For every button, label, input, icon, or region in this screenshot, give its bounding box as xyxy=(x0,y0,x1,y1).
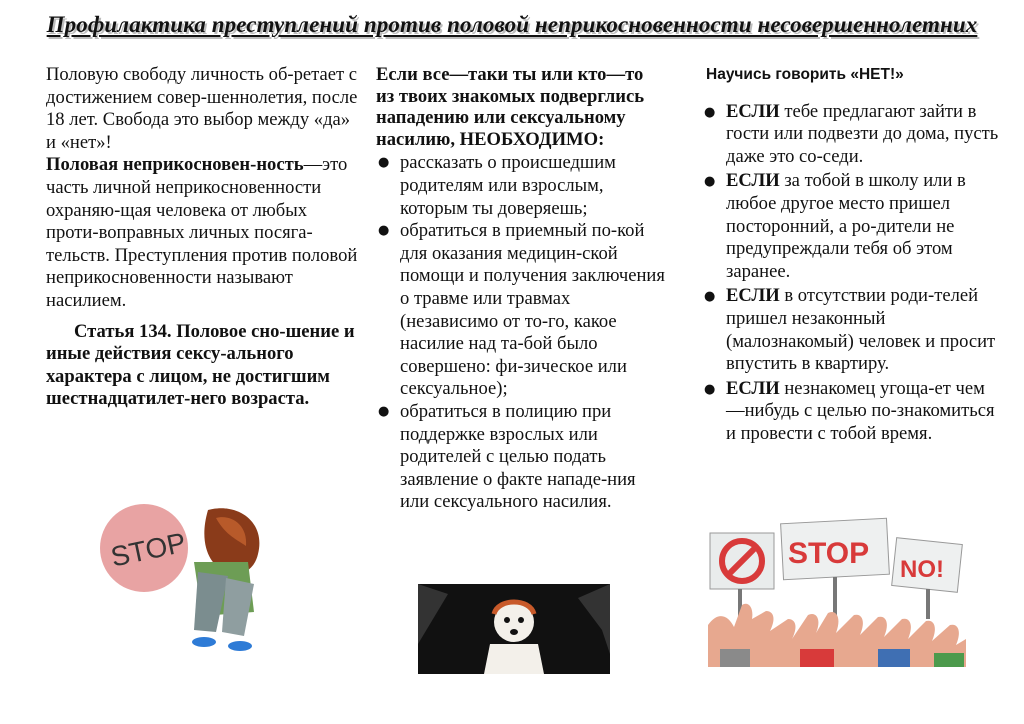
bullet-icon: ● xyxy=(704,104,716,120)
stop-child-illustration xyxy=(98,492,276,662)
protest-signs-illustration xyxy=(708,515,966,667)
article-134: Статья 134. Половое сно-шение и иные действия сексу-ального характера с лицом, не достигшим шестнадцатилет-него возраста. xyxy=(46,320,355,410)
bullet-icon: ● xyxy=(378,155,390,171)
bullet-icon: ● xyxy=(378,223,390,239)
list-item xyxy=(702,170,1002,283)
page-header xyxy=(20,12,1004,38)
list-item xyxy=(702,378,1002,446)
keyword: ЕСЛИ xyxy=(726,100,780,122)
definition-text: —это часть личной неприкосновенности охраняю-щая человека от любых проти-воправных личных посяга-тельств. Преступления против половой неприкосновенности называют насилием. xyxy=(46,154,358,311)
stop-sign-text: STOP xyxy=(108,526,189,573)
list-item-text: обратиться в полицию при поддержке взрослых или родителей с целью подать заявление о факте нападе-ния или сексуального насилия. xyxy=(400,400,636,513)
definition-term: Половая неприкосновен-ность xyxy=(46,154,304,176)
help-heading: Если все—таки ты или кто—то из твоих знакомых подверглись нападению или сексуальному насилию, НЕОБХОДИМО: xyxy=(376,64,645,150)
bullet-icon: ● xyxy=(704,174,716,190)
page-title: Профилактика преступлений против половой неприкосновенности несовершеннолетних xyxy=(46,12,978,37)
column-left xyxy=(46,64,360,411)
column-right xyxy=(702,64,1002,448)
keyword: ЕСЛИ xyxy=(726,285,780,307)
bullet-icon: ● xyxy=(378,403,390,419)
bullet-icon: ● xyxy=(704,289,716,305)
banner-stop-text: STOP xyxy=(788,537,870,570)
bullet-icon: ● xyxy=(704,381,716,397)
banner-no-text: NO! xyxy=(900,556,944,583)
list-item-text: незнакомец угоща-ет чем—нибудь с целью по-знакомиться и провести с тобой время. xyxy=(726,377,995,444)
keyword: ЕСЛИ xyxy=(726,377,780,399)
help-list xyxy=(376,152,666,514)
say-no-heading: Научись говорить «НЕТ!» xyxy=(706,66,904,83)
list-item xyxy=(376,220,666,401)
keyword: ЕСЛИ xyxy=(726,170,780,192)
list-item xyxy=(702,285,1002,375)
list-item xyxy=(702,101,1002,169)
list-item-text: за тобой в школу или в любое другое место пришел посторонний, а ро-дители не предупреждали тебя об этом заранее. xyxy=(726,170,966,282)
list-item xyxy=(376,152,666,220)
list-item xyxy=(376,401,666,514)
definition-paragraph xyxy=(46,154,360,312)
list-item-text: обратиться в приемный по-кой для оказания медицин-ской помощи и получения заключения о травме или травмах (независимо от то-го, какое насилие над та-бой было совершено: фи-зическое или сексуальное); xyxy=(400,220,665,400)
list-item-text: тебе предлагают зайти в гости или подвезти до дома, пусть даже это со-седи. xyxy=(726,100,999,167)
list-item-text: в отсутствии роди-телей пришел незаконный (малознакомый) человек и просит впустить в квартиру. xyxy=(726,285,996,375)
list-item-text: рассказать о происшедшим родителям или взрослым, которым ты доверяешь; xyxy=(400,152,616,219)
scared-child-illustration xyxy=(418,584,610,674)
say-no-list xyxy=(702,101,1002,446)
intro-text: Половую свободу личность об-ретает с достижением совер-шеннолетия, после 18 лет. Свобода это выбор между «да» и «нет»! xyxy=(46,64,358,153)
column-middle xyxy=(376,64,666,514)
